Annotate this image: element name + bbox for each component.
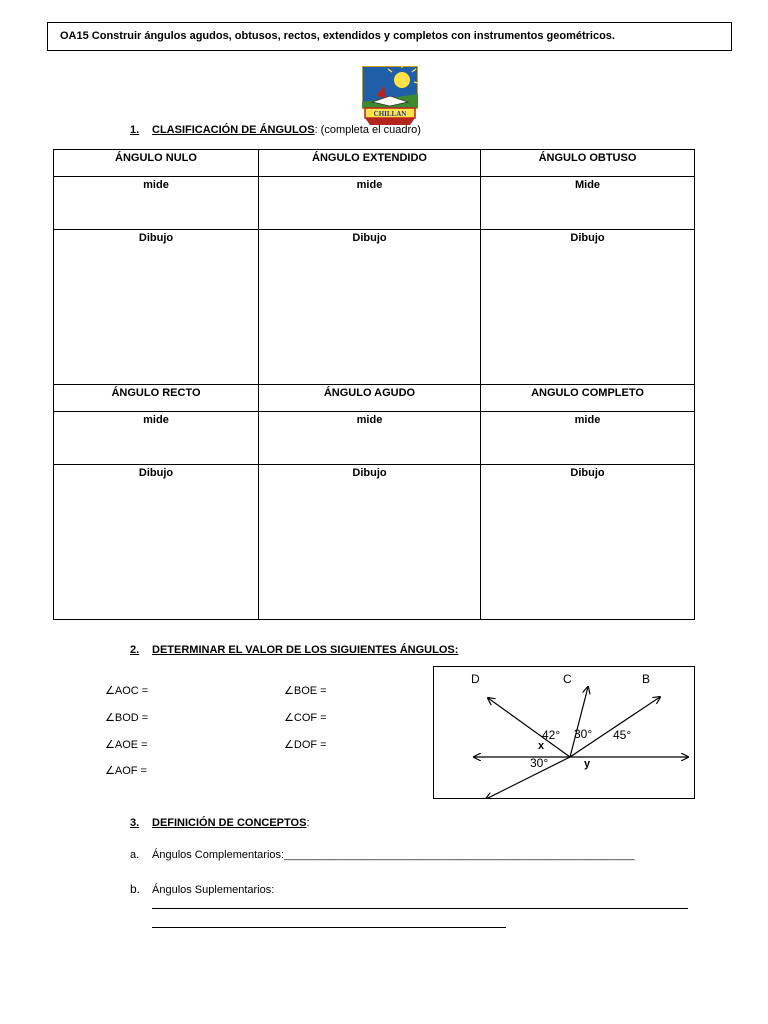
ray-of [486,757,570,798]
cell-angulo-obtuso-header: ÁNGULO OBTUSO [481,150,695,177]
angle-symbol-icon: ∠ [105,685,115,697]
cell-angulo-nulo-dibujo[interactable]: Dibujo [54,230,259,385]
angle-diagram-figure [434,667,694,798]
angle-name: AOF [114,765,138,777]
equals-sign: = [317,712,327,724]
equals-sign: = [317,739,327,751]
equation-boe [284,684,327,697]
angle-name: DOF [293,739,318,751]
table-row [54,412,695,465]
label-d: D [471,672,480,686]
label-30-bottom: 30° [530,756,549,770]
definition-a [130,849,634,861]
table-row [54,177,695,230]
equation-dof [284,738,327,751]
label-42: 42° [542,728,561,742]
table-row [54,385,695,412]
angle-symbol-icon: ∠ [284,712,294,724]
label-30-top: 30° [574,727,593,741]
equals-sign: = [317,685,327,697]
equals-sign: = [138,739,148,751]
table-row [54,230,695,385]
definition-b-label: b. [130,882,141,896]
objective-text: OA15 Construir ángulos agudos, obtusos, rectos, extendidos y completos con instrumentos geométricos. [60,30,615,42]
angle-classification-table [53,149,695,620]
section-2-heading: DETERMINAR EL VALOR DE LOS SIGUIENTES ÁNGULOS: [152,644,459,656]
angle-symbol-icon: ∠ [105,712,115,724]
equation-bod [105,711,148,724]
cell-angulo-completo-dibujo[interactable]: Dibujo [481,465,695,620]
section-1-heading: CLASIFICACIÓN DE ÁNGULOS [152,124,315,136]
cell-angulo-recto-header: ÁNGULO RECTO [54,385,259,412]
cell-angulo-nulo-mide[interactable]: mide [54,177,259,230]
angle-symbol-icon: ∠ [105,765,115,777]
cell-angulo-extendido-header: ÁNGULO EXTENDIDO [259,150,481,177]
equation-aoc [105,684,148,697]
cell-angulo-nulo-header: ÁNGULO NULO [54,150,259,177]
cell-angulo-completo-mide[interactable]: mide [481,412,695,465]
equals-sign: = [138,712,149,724]
school-crest-icon [362,66,418,126]
equation-aof [105,764,147,777]
cell-angulo-recto-mide[interactable]: mide [54,412,259,465]
definition-b-text: Ángulos Suplementarios: [152,884,275,896]
cell-angulo-obtuso-dibujo[interactable]: Dibujo [481,230,695,385]
cell-angulo-completo-header: ANGULO COMPLETO [481,385,695,412]
section-2-title [130,644,458,656]
table-row [54,150,695,177]
cell-angulo-extendido-dibujo[interactable]: Dibujo [259,230,481,385]
equation-cof [284,711,327,724]
definition-a-text: Ángulos Complementarios: [152,849,285,861]
answer-line-2[interactable] [152,927,506,928]
definition-b [130,882,274,896]
equals-sign: = [138,685,149,697]
angle-symbol-icon: ∠ [105,739,115,751]
label-45: 45° [613,728,632,742]
label-y: y [584,758,591,770]
angle-diagram [433,666,695,799]
section-3-heading: DEFINICIÓN DE CONCEPTOS [152,817,307,829]
table-row [54,465,695,620]
cell-angulo-obtuso-mide[interactable]: Mide [481,177,695,230]
section-3-title [130,817,310,829]
cell-angulo-recto-dibujo[interactable]: Dibujo [54,465,259,620]
angle-name: BOD [114,712,139,724]
label-c: C [563,672,572,686]
answer-line-1[interactable] [152,908,688,909]
definition-a-label: a. [130,849,140,861]
angle-name: AOC [114,685,139,697]
cell-angulo-agudo-dibujo[interactable]: Dibujo [259,465,481,620]
cell-angulo-agudo-header: ÁNGULO AGUDO [259,385,481,412]
cell-angulo-agudo-mide[interactable]: mide [259,412,481,465]
equation-aoe [105,738,148,751]
angle-symbol-icon: ∠ [284,685,294,697]
section-3-suffix: : [306,817,310,829]
label-b: B [642,672,651,686]
cell-angulo-extendido-mide[interactable]: mide [259,177,481,230]
school-logo [362,66,418,126]
angle-symbol-icon: ∠ [284,739,294,751]
equals-sign: = [137,765,147,777]
section-1-number: 1. [130,124,140,136]
definition-a-blank[interactable]: _______________________________________________________________ [284,850,635,861]
section-1-suffix: : (completa el cuadro) [314,124,421,136]
angle-name: BOE [293,685,318,697]
logo-text: CHILLAN [373,110,407,118]
angle-name: COF [293,712,318,724]
section-1-title [130,124,421,136]
section-2-number: 2. [130,644,140,656]
label-x: x [538,740,545,752]
angle-name: AOE [114,739,139,751]
section-3-number: 3. [130,817,140,829]
header-objective-box [47,22,732,51]
